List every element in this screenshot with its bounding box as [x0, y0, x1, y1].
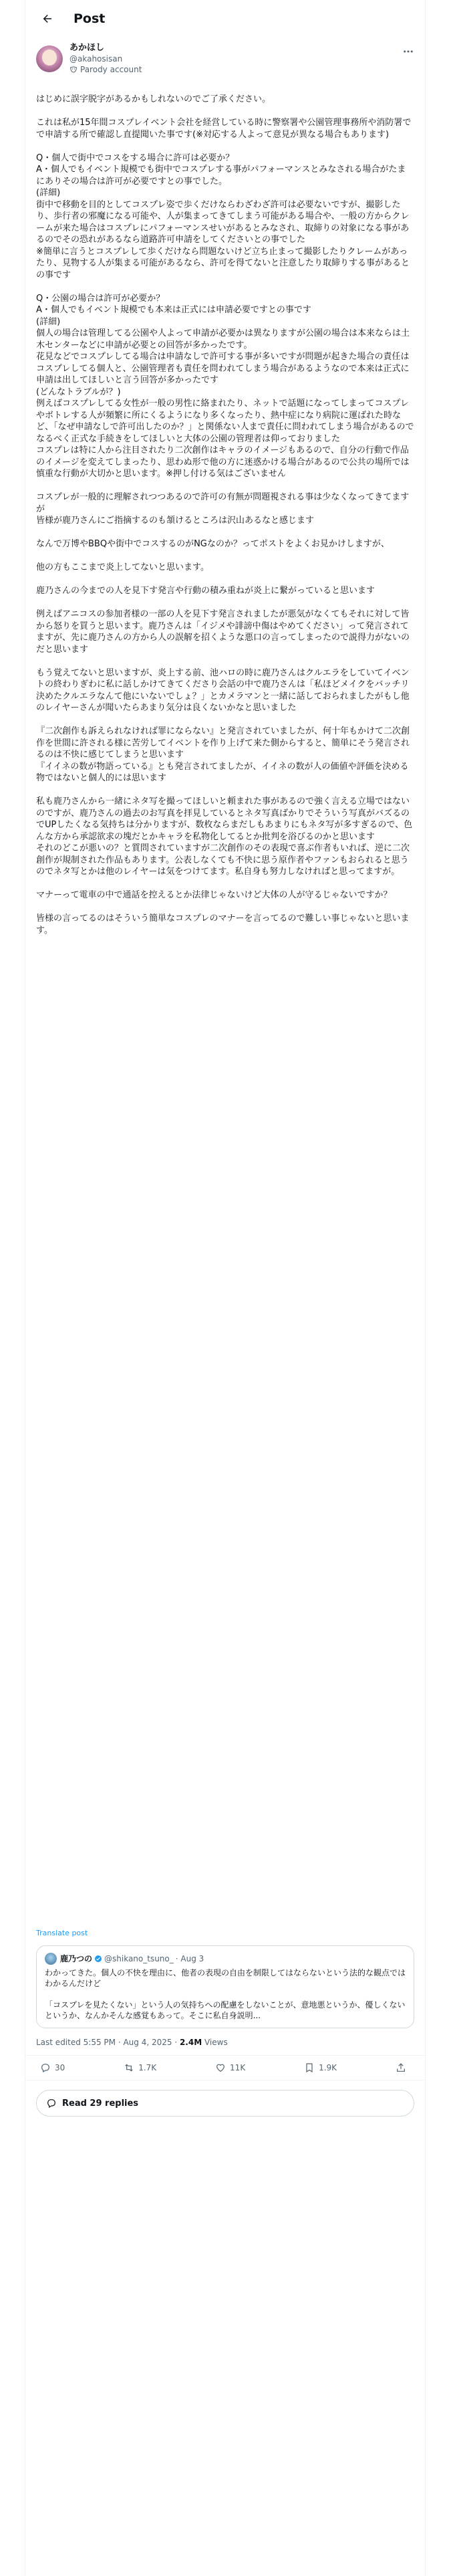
quoted-text-line: わかってきた。個人の不快を理由に、他者の表現の自由を制限してはならないという法的な観点ではわかるんだけど: [45, 1968, 406, 1988]
bookmark-count: 1.9K: [319, 2063, 337, 2072]
edited-timestamp[interactable]: Last edited 5:55 PM · Aug 4, 2025 ·: [36, 2038, 180, 2047]
more-options-button[interactable]: [402, 45, 414, 60]
avatar[interactable]: [36, 45, 63, 72]
repost-count: 1.7K: [138, 2063, 157, 2072]
quoted-display-name: 鹿乃つの: [60, 1954, 93, 1963]
quoted-post[interactable]: [36, 1945, 414, 2028]
reply-bubble-icon: [46, 2098, 57, 2109]
quoted-text: [45, 1967, 406, 2021]
views-label: Views: [202, 2038, 228, 2047]
top-bar: [25, 0, 425, 37]
verified-badge-icon: [94, 1955, 102, 1963]
translate-post-link[interactable]: Translate post: [36, 1929, 88, 1937]
views-count: 2.4M: [179, 2038, 202, 2047]
parody-label: Parody account: [80, 65, 142, 74]
like-count: 11K: [230, 2063, 246, 2072]
quoted-avatar: [45, 1953, 57, 1965]
user-handle[interactable]: @akahosisan: [69, 54, 123, 64]
post-text: はじめに誤字脱字があるかもしれないのでご了承ください。 これは私が15年間コスプレイベント会社を経営している時に警察署や公園管理事務所や消防署でで申請する所で確認し直提聞いた事です(※対応する人よって意見が異なる場合もあります) Q・個人で街中でコスをする場合に許可は必要か？ A・個人でもイベント規模でも街中でコスプレする事がパフォーマンスとみなされる場合がたまにありその場合は許可が必要ですとの事でした。 (詳細) 街中で移動を目的としてコスプレ姿で歩くだけならわざわざ許可は必要ないですが、撮影したり、歩行者の邪魔になる可能や、人が集まってきてしまう可能がある場合や、一般の方からクレームが来た場合はコスプレにパフォーマンスせいがあるとみなされ、取締りの対象になる事があるのでその恐れがあるなら道路許可申請をしてくださいとの事でした ※簡単に言うとコスプレして歩くだけなら問題ないけど立ち止まって撮影したりクレームがあったり、見物する人が集まる可能があるなら、許可を得てないと注意したり取締りする事があるとの事です Q・公園の場合は許可が必要か？ A・個人でもイベント規模でも本来は正式には申請必要ですとの事です (詳細) 個人の場合は管理してる公園や人よって申請が必要かは異なりますが公園の場合は本来ならは土木センターなどに申請が必要との回答が多かったです。 花見などでコスプレしてる場合は申請なしで許可する事が多いですが問題が起きた場合の責任はコスプレしてる個人と、公園管理者も責任を問われてしまう場合があるようなので本来は正式に申請は出してほしいと言う回答が多かったです (どんなトラブルが？) 例えばコスプレしてる女性が一般の男性に絡まれたり、ネットで話題になってしまってコスプレやボトレする人が頻繁に所にくるようになり多くなったり、熱中症になり病院に運ばれた時など、「なぜ申請なしで許可出したのか？」と関係ない人まで責任に問われてしまう場合があるのでなるべく正式な手続きをしてほしいと大体の公園の管理者は仰っておりました コスプレは特に人から注目されたり二次創作はキャラのイメージもあるので、自分の行動で作品のイメージを変えてしまったり、思わぬ形で他の方に迷惑かける場合があるので公共の場所では慎重な行動が大切かと思います。※押し付ける気はございません コスプレが一般的に理解されつつあるので許可の有無が問題視される事は少なくなってきてますが 皆様が鹿乃さんにご指摘するのも頷けるところは沢山あるなと感じます なんで万博やBBQや街中でコスするのがNGなのか？ってポストをよくお見かけしますが、 他の方もここまで炎上してないと思います。 鹿乃さんの今までの人を見下す発言や行動の積み重ねが炎上に繋がっていると思います 例えばアニコスの参加者様の一部の人を見下す発言されましたが悪気がなくてもそれに対して皆から怒りを買うと思います。鹿乃さんは「イジメや誹謗中傷はやめてください」って発言されてますが、先に鹿乃さんの方から人の誤解を招くような悪口の言ってしまったので説得力がないのだと思います もう覚えてないと思いますが、炎上する前、池ハロの時に鹿乃さんはクルエラをしていてイベントの終わりぎわに私に話しかけてきてくださり会話の中で鹿乃さんは「私ほどメイクをバッチリ決めたクルエラなんて他にいないでしょ？」とカメラマンと一緒に話しておられましたがもし他のレイヤーさんが聞いたらあまり気分は良くないかなと思いました 『二次創作も訴えられなければ罪にならない』と発言されていましたが、何十年もかけて二次創作を世間に許される様に苦労してイベントを作り上げて来た側からすると、簡単にそう発言されるのは不快に感じてしまうと思います 『イイネの数が物語っている』とも発言されてましたが、イイネの数が人の価値や評価を決める物ではないと個人的には思います 私も鹿乃さんから一緒にネタ写を撮ってほしいと頼まれた事があるので強く言える立場ではないのですが、鹿乃さんの過去のお写真を拝見しているとネタ写真ばかりでそういう写真がバズるのでUPしたくなる気持ちは分かりますが、数枚ならまだしもあまりにもネタ写が多すぎるので、色んな方から承認欲求の塊だとかキャラを私物化してるとか批判を浴びるのかと思います それのどこが悪いの？と質問されていますが二次創作のその表現で喜ぶ作者もいれば、逆に二次創作が規制された作品もあります。公表しなくても不快に思う原作者やファンもおられると思うのでネタ写とかは他のレイヤーは気をつけてます。私自身も努力しなければと思ってますが。 マナーって電車の中で通話を控えるとか法律じゃないけど大体の人が守るじゃないですか？ 皆様の言ってるのはそういう簡単なコスプレのマナーを言ってるので難しい事じゃないと思います。: [36, 94, 414, 936]
action-bar: [25, 2056, 425, 2080]
repost-button[interactable]: [124, 2062, 156, 2073]
back-button[interactable]: [36, 7, 59, 30]
quoted-text-line: 「コスプレを見たくない」という人の気持ちへの配慮をしないことが、意地悪というか、優しくないというか、なんかそんな感覚もあって。そこに私自身説明...: [45, 2000, 406, 2020]
arrow-left-icon: [41, 13, 53, 25]
post-meta: [25, 2028, 425, 2056]
heart-icon: [215, 2062, 226, 2073]
display-name[interactable]: あかほし: [69, 43, 105, 53]
repost-icon: [124, 2062, 134, 2073]
page-title: Post: [73, 11, 106, 26]
share-icon: [396, 2062, 406, 2073]
quoted-date: · Aug 3: [175, 1954, 204, 1963]
bookmark-button[interactable]: [304, 2062, 337, 2073]
author-info: [69, 43, 142, 75]
share-button[interactable]: [396, 2062, 410, 2073]
reply-icon: [40, 2062, 51, 2073]
quoted-handle: @shikano_tsuno_: [104, 1954, 174, 1963]
post-column: [25, 0, 426, 2576]
reply-button[interactable]: [40, 2062, 65, 2073]
quoted-post-header: [45, 1953, 406, 1965]
post-author: [25, 37, 425, 75]
read-replies-button[interactable]: [36, 2090, 414, 2117]
parody-badge: [69, 64, 142, 75]
mask-icon: [69, 66, 78, 74]
name-row: [69, 43, 142, 53]
like-button[interactable]: [215, 2062, 245, 2073]
bookmark-icon: [304, 2062, 315, 2073]
read-replies-label: Read 29 replies: [62, 2098, 139, 2109]
reply-count: 30: [55, 2063, 65, 2072]
more-horizontal-icon: [402, 45, 414, 58]
